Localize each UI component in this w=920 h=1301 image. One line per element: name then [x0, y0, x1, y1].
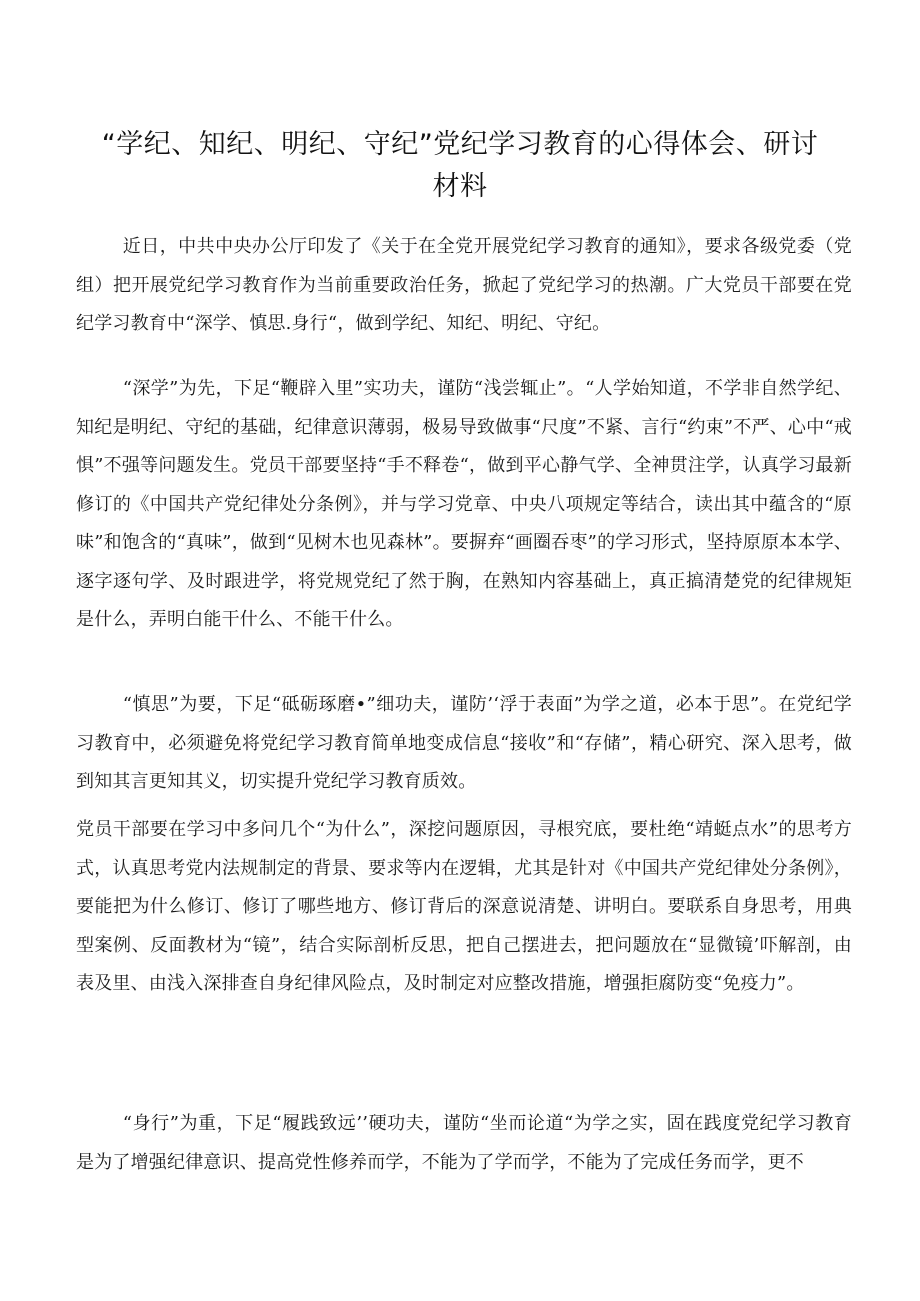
document-title: “学纪、知纪、明纪、守纪”党纪学习教育的心得体会、研讨材料 [101, 129, 819, 202]
paragraph-intro: 近日，中共中央办公厅印发了《关于在全党开展党纪学习教育的通知》，要求各级党委（党组）把开展党纪学习教育作为当前重要政治任务，掀起了党纪学习的热潮。广大党员干部要在党纪学习教育中“深学、慎思.身行“，做到学纪、知纪、明纪、守纪。 [76, 236, 852, 334]
paragraph-careful-thinking: “慎思”为要，下足“砥砺琢磨•”细功夫，谨防’‘浮于表面”为学之道，必本于思”。在党纪学习教育中，必须避免将党纪学习教育简单地变成信息“接收”和“存储”，精心研究、深入思考，做到知其言更知其义，切实提升党纪学习教育质效。 [76, 694, 852, 792]
paragraph-ask-why: 党员干部要在学习中多问几个“为什么”，深挖问题原因，寻根究底，要杜绝“靖蜓点水”的思考方式，认真思考党内法规制定的背景、要求等内在逻辑，尤其是针对《中国共产党纪律处分条例》，要能把为什么修订、修订了哪些地方、修订背后的深意说清楚、讲明白。要联系自身思考，用典型案例、反面教材为“镜”，结合实际剖析反思，把自己摆进去，把问题放在“显微镜’吓解剖，由表及里、由浅入深排查自身纪律风险点，及时制定对应整改措施，增强拒腐防变“免疫力”。 [76, 819, 852, 994]
paragraph-deep-study: “深学”为先，下足“鞭辟入里”实功夫，谨防“浅尝辄止”。“人学始知道，不学非自然学纪、知纪是明纪、守纪的基础，纪律意识薄弱，极易导致做事“尺度”不紧、言行“约束”不严、心中“戒惧”不强等问题发生。党员干部要坚持“手不释卷“，做到平心静气学、全神贯注学，认真学习最新修订的《中国共产党纪律处分条例》，并与学习党章、中央八项规定等结合，读出其中蕴含的“原味”和饱含的“真味”，做到“见树木也见森林”。要摒弃“画圈吞枣”的学习形式，坚持原原本本学、逐字逐句学、及时跟进学，将党规党纪了然于胸，在熟知内容基础上，真正搞清楚党的纪律规矩是什么，弄明白能干什么、不能干什么。 [76, 378, 852, 630]
paragraph-practice: “身行”为重，下足“履践致远’’硬功夫，谨防“坐而论道“为学之实，固在践度党纪学习教育是为了增强纪律意识、提高党性修养而学，不能为了学而学，不能为了完成任务而学，更不 [76, 1113, 852, 1173]
